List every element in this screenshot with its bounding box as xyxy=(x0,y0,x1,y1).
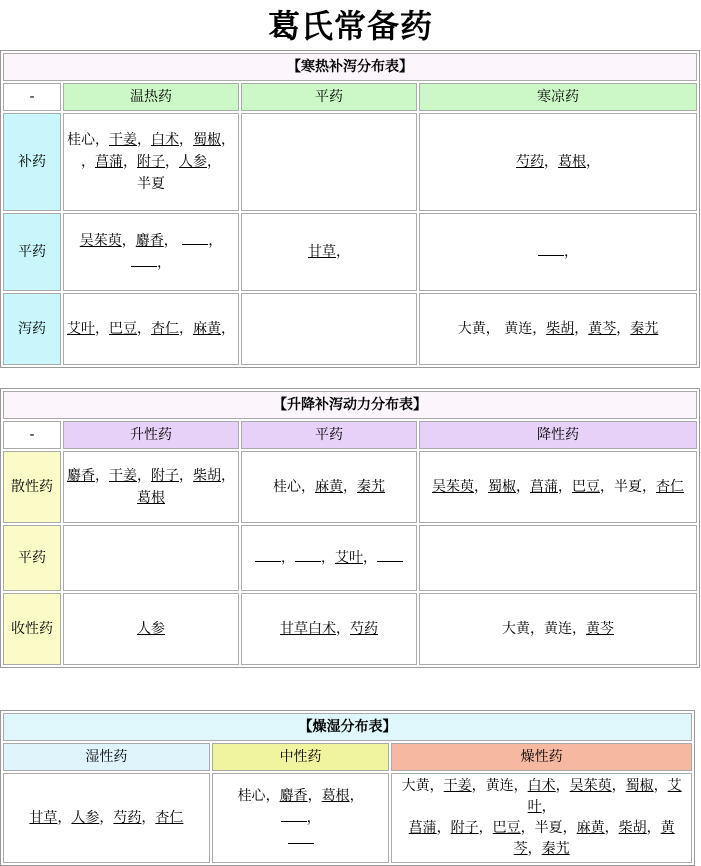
herb-cell xyxy=(63,213,239,291)
separator: ， xyxy=(265,788,280,804)
separator: ， xyxy=(321,550,335,566)
separator: ， xyxy=(179,468,193,484)
column-header: 平药 xyxy=(241,83,417,111)
blank-herb xyxy=(377,549,403,562)
separator: ， xyxy=(123,154,137,170)
herb-name: 秦艽 xyxy=(357,479,385,495)
separator: ， xyxy=(121,233,136,249)
column-header: 平药 xyxy=(241,421,417,449)
herb-name: 柴胡 xyxy=(618,820,647,836)
herb-name: 桂心 xyxy=(67,132,95,148)
separator: ， xyxy=(516,479,530,495)
separator: ， xyxy=(179,321,193,337)
herb-name: 干姜 xyxy=(443,778,472,794)
herb-cell xyxy=(241,113,417,211)
separator: ， xyxy=(281,550,295,566)
separator: ， xyxy=(307,788,322,804)
table-caption: 【寒热补泻分布表】 xyxy=(3,53,697,81)
herb-name: 吴茱萸 xyxy=(432,479,474,495)
herb-name: 菖蒲 xyxy=(530,479,558,495)
row-header: 平药 xyxy=(3,213,61,291)
separator: ， xyxy=(363,550,377,566)
table-caption: 【升降补泻动力分布表】 xyxy=(3,391,697,419)
row-header: 补药 xyxy=(3,113,61,211)
herb-name: 半夏 xyxy=(614,479,642,495)
herb-cell xyxy=(391,773,692,863)
separator: ， xyxy=(349,788,364,804)
herb-name: 人参 xyxy=(179,154,207,170)
blank-herb xyxy=(281,809,307,822)
separator: ， xyxy=(478,820,493,836)
herb-name: 桂心 xyxy=(237,788,266,804)
separator: ， xyxy=(436,820,451,836)
blank-herb xyxy=(182,232,208,245)
herb-name: 葛根 xyxy=(137,490,165,506)
herb-name: 吴茱萸 xyxy=(569,778,612,794)
herb-name: 葛根 xyxy=(321,788,350,804)
separator: ， xyxy=(208,233,223,249)
separator: ， xyxy=(532,321,547,337)
herb-name: 黄芩 xyxy=(513,820,675,857)
herb-name: 柴胡 xyxy=(193,468,221,484)
separator: ， xyxy=(336,621,350,637)
dry-damp-table xyxy=(0,710,695,866)
separator: ， xyxy=(558,479,572,495)
column-header: 升性药 xyxy=(63,421,239,449)
herb-name: 麝香 xyxy=(135,233,164,249)
herb-cell xyxy=(63,113,239,211)
herb-name: 麻黄 xyxy=(576,820,605,836)
separator: ， xyxy=(141,810,156,826)
corner-cell: - xyxy=(3,421,61,449)
separator: ， xyxy=(207,154,221,170)
herb-name: 麻黄 xyxy=(315,479,343,495)
separator: ， xyxy=(95,468,109,484)
herb-name: 干姜 xyxy=(109,468,137,484)
herb-name: 秦艽 xyxy=(630,321,659,337)
herb-name: 人参 xyxy=(137,621,165,637)
herb-cell xyxy=(241,593,417,665)
page-title: 葛氏常备药 xyxy=(267,7,433,45)
row-header: 散性药 xyxy=(3,451,61,523)
separator: ， xyxy=(336,244,350,260)
herb-name: 附子 xyxy=(151,468,179,484)
herb-name: 黄芩 xyxy=(586,621,614,637)
separator: ， xyxy=(221,468,235,484)
herb-cell xyxy=(3,773,210,863)
herb-name: 蜀椒 xyxy=(488,479,516,495)
herb-name: 菖蒲 xyxy=(408,820,437,836)
herb-name: 大黄 xyxy=(401,778,430,794)
column-header: 燥性药 xyxy=(391,743,692,771)
herb-name: 柴胡 xyxy=(546,321,575,337)
herb-name: 大黄 xyxy=(502,621,530,637)
separator: ， xyxy=(562,820,577,836)
separator: ， xyxy=(513,778,528,794)
row-header: 泻药 xyxy=(3,293,61,365)
separator: ， xyxy=(574,321,589,337)
separator: ， xyxy=(586,154,600,170)
separator: ， xyxy=(163,233,183,249)
herb-name: 白术 xyxy=(151,132,179,148)
separator: ， xyxy=(343,479,357,495)
column-header: 湿性药 xyxy=(3,743,210,771)
herb-name: 吴茱萸 xyxy=(79,233,122,249)
herb-name: 巴豆 xyxy=(109,321,137,337)
corner-cell: - xyxy=(3,83,61,111)
herb-name: 人参 xyxy=(71,810,100,826)
herb-cell xyxy=(419,593,697,665)
herb-name: 杏仁 xyxy=(155,810,184,826)
herb-name: 黄连 xyxy=(504,321,533,337)
herb-cell xyxy=(419,525,697,591)
separator: ， xyxy=(99,810,114,826)
herb-name: 甘草 xyxy=(308,244,336,260)
separator: ， xyxy=(137,321,151,337)
separator: ， xyxy=(165,154,179,170)
ascend-descend-table xyxy=(0,388,700,668)
blank-herb xyxy=(538,243,564,256)
separator: ， xyxy=(544,154,558,170)
separator: ， xyxy=(541,799,556,815)
herb-name: 菖蒲 xyxy=(95,154,123,170)
column-header: 中性药 xyxy=(212,743,390,771)
herb-name: 麻黄 xyxy=(193,321,221,337)
separator: ， xyxy=(616,321,631,337)
herb-name: 附子 xyxy=(137,154,165,170)
separator: ， xyxy=(485,321,505,337)
herb-name: 蜀椒 xyxy=(193,132,221,148)
herb-name: 黄连 xyxy=(544,621,572,637)
herb-name: 芍药 xyxy=(516,154,544,170)
separator: ， xyxy=(306,810,321,826)
herb-name: 巴豆 xyxy=(572,479,600,495)
herb-name: 杏仁 xyxy=(151,321,179,337)
column-header: 寒凉药 xyxy=(419,83,697,111)
herb-name: 秦艽 xyxy=(541,841,570,857)
separator: ， xyxy=(642,479,656,495)
separator: ， xyxy=(474,479,488,495)
separator: ， xyxy=(157,255,171,271)
herb-name: 半夏 xyxy=(534,820,563,836)
separator: ， xyxy=(604,820,619,836)
row-header: 收性药 xyxy=(3,593,61,665)
herb-name: 芍药 xyxy=(350,621,378,637)
herb-cell xyxy=(212,773,390,863)
herb-name: 半夏 xyxy=(137,176,165,192)
herb-cell xyxy=(241,213,417,291)
herb-name: 葛根 xyxy=(558,154,586,170)
separator: ， xyxy=(471,778,486,794)
herb-name: 附子 xyxy=(450,820,479,836)
blank-herb xyxy=(295,549,321,562)
herb-name: 艾叶 xyxy=(527,778,682,815)
separator: ， xyxy=(137,132,151,148)
herb-name: 麝香 xyxy=(67,468,95,484)
herb-name: 蜀椒 xyxy=(625,778,654,794)
separator: ， xyxy=(520,820,535,836)
cold-heat-table xyxy=(0,50,700,368)
herb-name: 巴豆 xyxy=(492,820,521,836)
herb-name: 大黄 xyxy=(457,321,486,337)
separator: ， xyxy=(137,468,151,484)
herb-name: 艾叶 xyxy=(335,550,363,566)
separator: ， xyxy=(301,479,315,495)
herb-cell xyxy=(419,293,697,365)
separator: ， xyxy=(95,132,109,148)
separator: ， xyxy=(564,244,578,260)
herb-cell xyxy=(241,525,417,591)
separator: ， xyxy=(530,621,544,637)
herb-cell xyxy=(419,113,697,211)
separator: ， xyxy=(221,321,235,337)
blank-herb xyxy=(255,549,281,562)
blank-herb xyxy=(288,831,314,844)
herb-name: 黄连 xyxy=(485,778,514,794)
herb-name: 干姜 xyxy=(109,132,137,148)
separator: ， xyxy=(429,778,444,794)
herb-cell xyxy=(419,213,697,291)
separator: ， xyxy=(600,479,614,495)
blank-herb xyxy=(131,254,157,267)
separator: ， xyxy=(527,841,542,857)
separator: ， xyxy=(179,132,193,148)
herb-cell xyxy=(63,525,239,591)
separator: ， xyxy=(57,810,72,826)
herb-cell xyxy=(419,451,697,523)
herb-cell xyxy=(63,451,239,523)
herb-name: 黄芩 xyxy=(588,321,617,337)
table-caption: 【燥湿分布表】 xyxy=(3,713,692,741)
herb-name: 白术 xyxy=(308,621,336,637)
herb-cell xyxy=(63,293,239,365)
herb-cell xyxy=(241,451,417,523)
herb-name: 甘草 xyxy=(280,621,308,637)
separator: ， xyxy=(572,621,586,637)
separator: ， xyxy=(611,778,626,794)
column-header: 降性药 xyxy=(419,421,697,449)
separator: ， xyxy=(95,321,109,337)
separator: ， xyxy=(653,778,668,794)
herb-name: 麝香 xyxy=(279,788,308,804)
row-header: 平药 xyxy=(3,525,61,591)
separator: ， xyxy=(81,154,95,170)
separator: ， xyxy=(221,132,235,148)
herb-name: 芍药 xyxy=(113,810,142,826)
separator: ， xyxy=(555,778,570,794)
column-header: 温热药 xyxy=(63,83,239,111)
herb-name: 白术 xyxy=(527,778,556,794)
herb-cell xyxy=(63,593,239,665)
separator: ， xyxy=(646,820,661,836)
herb-name: 桂心 xyxy=(273,479,301,495)
herb-name: 杏仁 xyxy=(656,479,684,495)
herb-name: 甘草 xyxy=(29,810,58,826)
herb-name: 艾叶 xyxy=(67,321,95,337)
herb-cell xyxy=(241,293,417,365)
